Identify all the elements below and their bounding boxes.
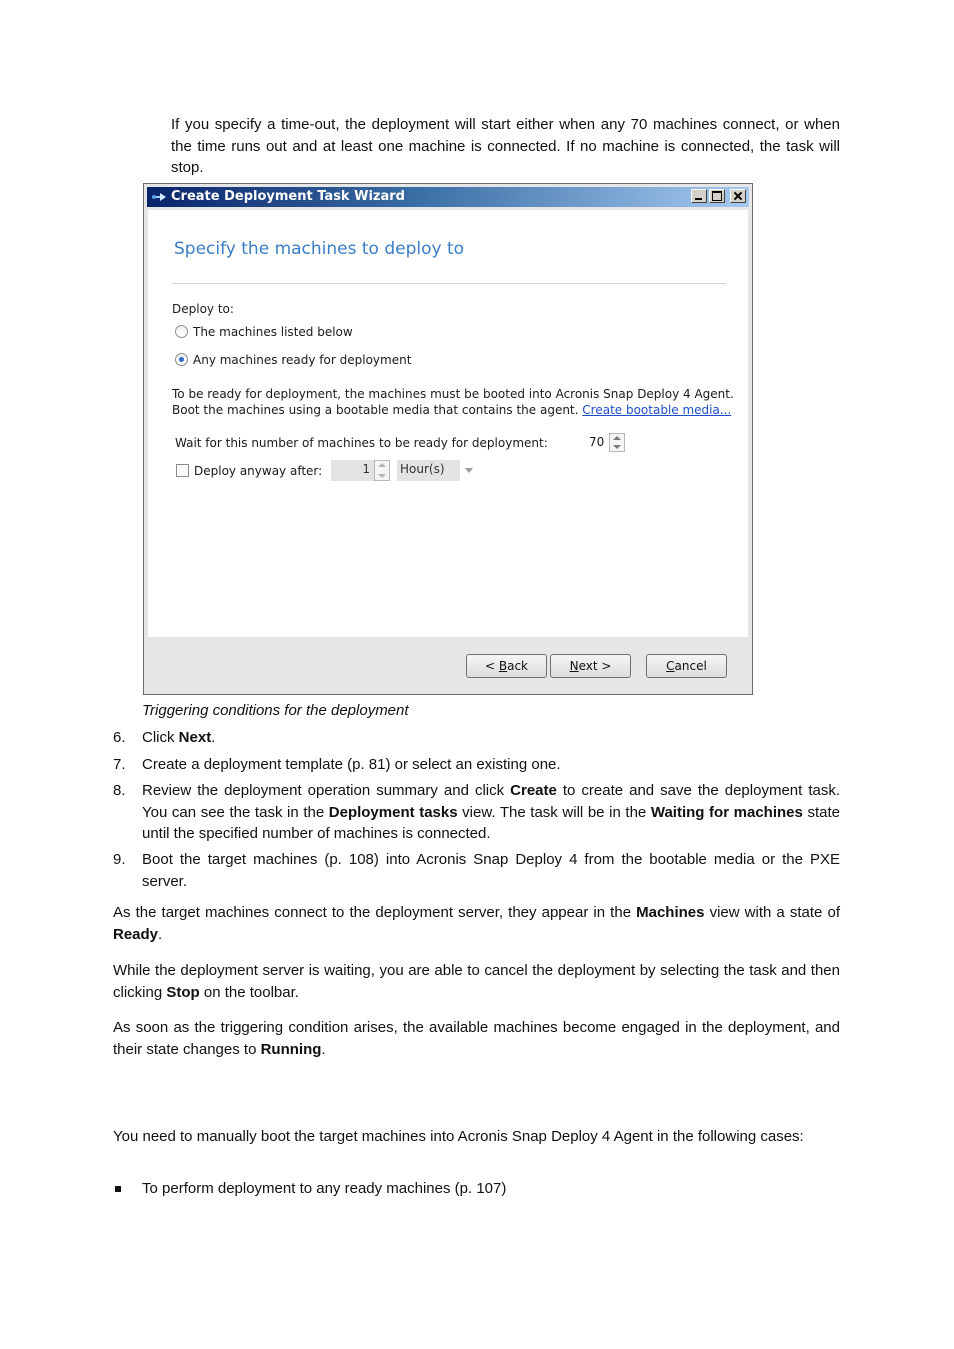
intro-paragraph: If you specify a time-out, the deployment will start either when any 70 machines connect, or when the time runs out and at least one machine is connected. If no machine is connected, the task will stop. bbox=[171, 116, 840, 176]
info-line-2-text: Boot the machines using a bootable media that contains the agent. bbox=[172, 403, 579, 417]
step-7: 7. Create a deployment template (p. 81) or select an existing one. bbox=[113, 756, 561, 773]
deploy-anyway-checkbox[interactable] bbox=[176, 464, 189, 477]
window-title: Create Deployment Task Wizard bbox=[171, 189, 405, 204]
wizard-arrow-icon bbox=[151, 192, 167, 202]
step-9: 9. Boot the target machines (p. 108) into Acronis Snap Deploy 4 from the bootable media or the PXE server. bbox=[113, 851, 840, 890]
info-line-1: To be ready for deployment, the machines must be booted into Acronis Snap Deploy 4 Agent. bbox=[172, 387, 734, 401]
deploy-after-value[interactable]: 1 bbox=[331, 460, 374, 481]
wait-number-spinner[interactable] bbox=[609, 433, 625, 452]
deploy-after-spinner[interactable] bbox=[374, 460, 390, 481]
paragraph-machines-view: As the target machines connect to the deployment server, they appear in the Machines view with a state of Ready. bbox=[113, 904, 840, 943]
radio-machines-listed-label[interactable]: The machines listed below bbox=[193, 325, 353, 339]
paragraph-cancel: While the deployment server is waiting, you are able to cancel the deployment by selecting the task and then clicking Stop on the toolbar. bbox=[113, 962, 840, 1001]
time-unit-dropdown[interactable]: Hour(s) bbox=[397, 460, 460, 481]
step-6: 6. Click Next. bbox=[113, 729, 216, 746]
step-8: 8. Review the deployment operation summary and click Create to create and save the deployment task. You can see the task in the Deployment tasks view. The task will be in the Waiting for machines state until the specified number of machines is connected. bbox=[113, 782, 840, 842]
back-button[interactable]: < Back bbox=[466, 654, 547, 678]
deploy-to-label: Deploy to: bbox=[172, 302, 234, 316]
next-button[interactable]: Next > bbox=[550, 654, 631, 678]
wizard-client-area bbox=[148, 210, 748, 637]
bullet-item: To perform deployment to any ready machines (p. 107) bbox=[113, 1180, 506, 1197]
wait-number-label: Wait for this number of machines to be ready for deployment: bbox=[175, 436, 548, 450]
create-bootable-media-link[interactable]: Create bootable media... bbox=[582, 403, 732, 417]
square-bullet-icon bbox=[115, 1186, 121, 1192]
radio-machines-listed[interactable] bbox=[175, 325, 188, 338]
paragraph-manual-boot: You need to manually boot the target machines into Acronis Snap Deploy 4 Agent in the following cases: bbox=[113, 1128, 804, 1145]
radio-any-machines[interactable] bbox=[175, 353, 188, 366]
wizard-window bbox=[143, 183, 753, 695]
deploy-anyway-label[interactable]: Deploy anyway after: bbox=[194, 464, 323, 478]
maximize-button[interactable] bbox=[709, 189, 725, 203]
figure-caption: Triggering conditions for the deployment bbox=[142, 702, 409, 719]
radio-any-machines-label[interactable]: Any machines ready for deployment bbox=[193, 353, 412, 367]
chevron-down-icon[interactable] bbox=[465, 468, 473, 473]
info-line-2 bbox=[172, 403, 731, 417]
wait-number-value[interactable]: 70 bbox=[589, 435, 605, 449]
paragraph-triggering: As soon as the triggering condition arises, the available machines become engaged in the deployment, and their state changes to Running. bbox=[113, 1019, 840, 1058]
close-button[interactable] bbox=[730, 189, 746, 203]
heading-separator bbox=[172, 283, 726, 284]
cancel-button[interactable]: Cancel bbox=[646, 654, 727, 678]
minimize-button[interactable] bbox=[691, 189, 707, 203]
title-bar[interactable] bbox=[147, 187, 749, 207]
wizard-heading: Specify the machines to deploy to bbox=[174, 239, 465, 259]
